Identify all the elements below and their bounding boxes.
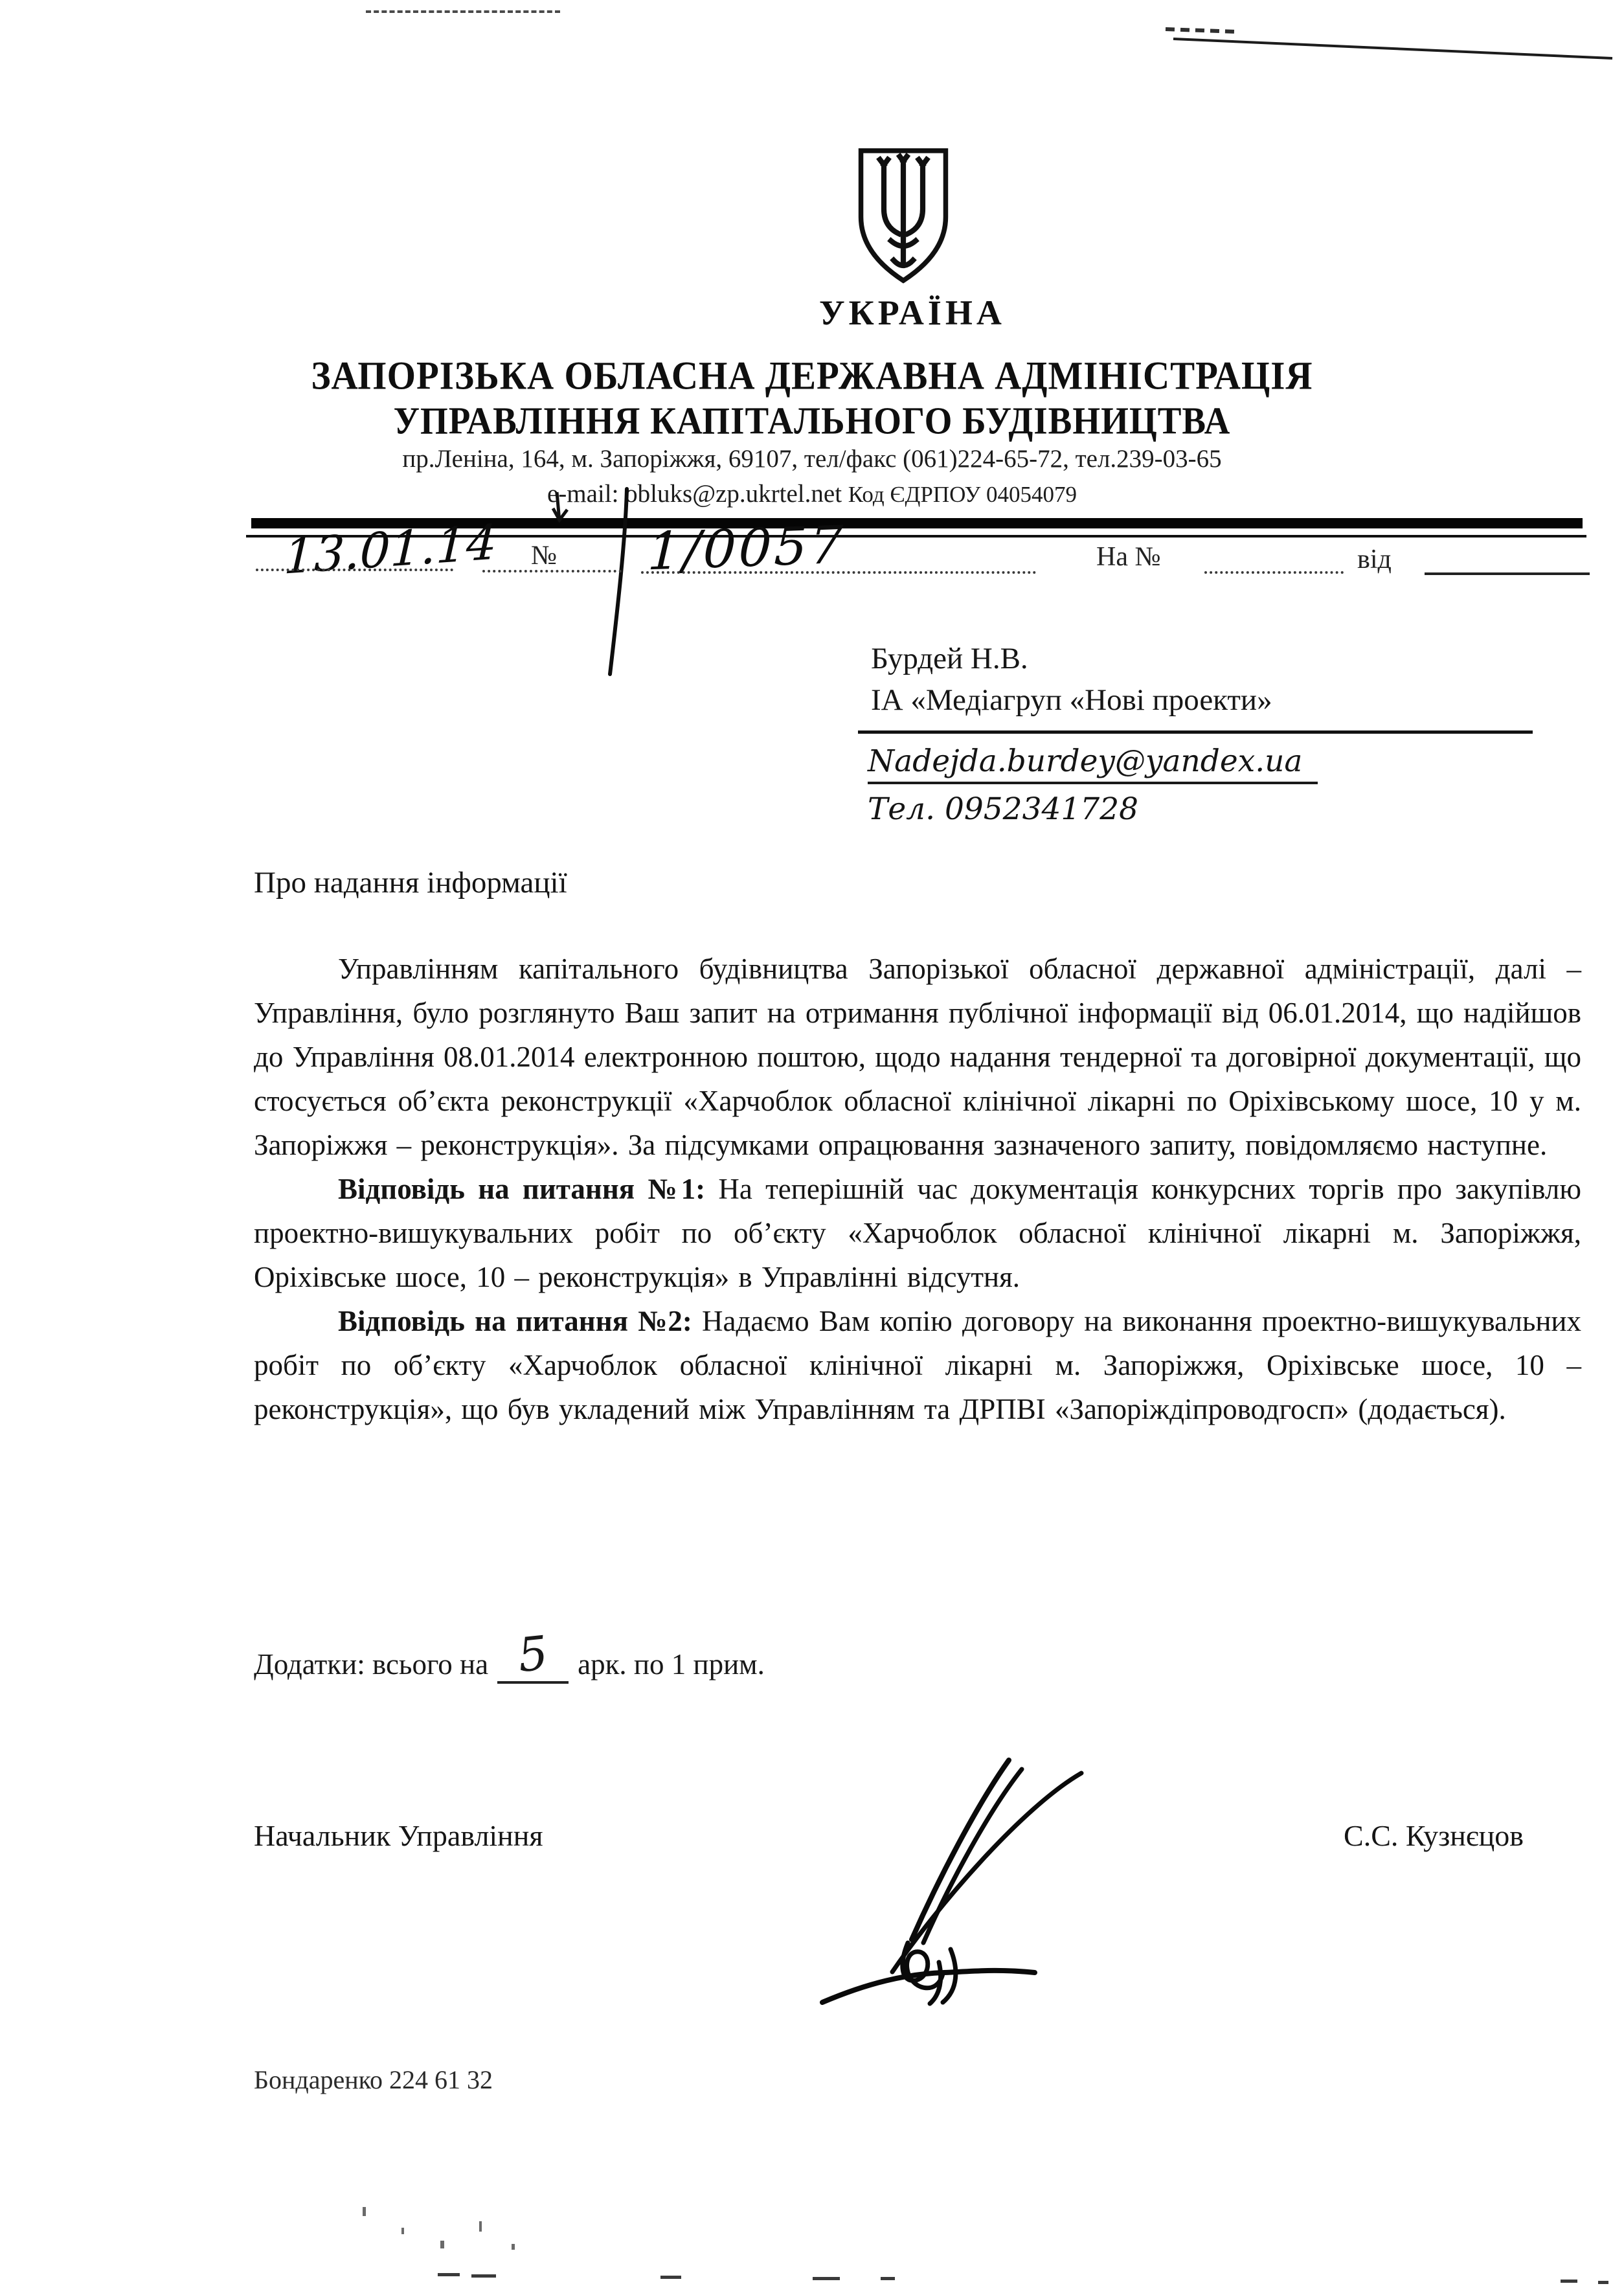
number-underline [641, 571, 1036, 574]
national-emblem [819, 145, 1006, 333]
number-underline-left [482, 570, 622, 572]
recipient-organization: ІА «Медіагруп «Нові проекти» [871, 683, 1272, 717]
body-answer-1 [254, 1167, 1581, 1299]
org-address: пр.Леніна, 164, м. Запоріжжя, 69107, тел/факс (061)224-65-72, тел.239-03-65 [402, 445, 1222, 473]
signer-position: Начальник Управління [254, 1819, 543, 1852]
date-underline [256, 569, 453, 571]
attachments-suffix: арк. по 1 прим. [578, 1648, 765, 1681]
attachments-prefix: Додатки: всього на [254, 1648, 489, 1681]
body-answer-2 [254, 1299, 1581, 1431]
pen-stroke-artifact [537, 482, 641, 683]
subject-line: Про надання інформації [254, 866, 567, 900]
letter-body [254, 947, 1581, 1431]
scan-dash [1598, 2281, 1608, 2284]
answer1-text: На теперішній час документація конкурсних торгів про закупівлю проектно-вишукувальних робіт по об’єкту «Харчоблок обласної клінічної лікарні м. Запоріжжя, Оріхівське шосе, 10 – реконструкція» в Управлінні відсутня. [254, 1173, 1581, 1293]
signature-scribble [745, 1748, 1185, 2008]
scan-speck [363, 2207, 366, 2216]
recipient-block [871, 638, 1272, 721]
incoming-number-underline [1204, 571, 1344, 574]
org-title-line2: УПРАВЛІННЯ КАПІТАЛЬНОГО БУДІВНИЦТВА [393, 399, 1231, 442]
scan-artifact-dashed-line [366, 10, 560, 13]
scan-dash [881, 2277, 895, 2280]
org-contact-line [0, 479, 1624, 508]
trident-shield-icon [855, 145, 952, 289]
answer2-label: Відповідь на питання №2: [338, 1305, 692, 1337]
attachments-sheets-blank [497, 1625, 569, 1684]
body-paragraph-1: Управлінням капітального будівництва Запорізької обласної державної адміністрації, далі – Управління, було розглянуто Ваш запит на отримання публічної інформації від 06.01.2014, що надійшов до Управління 08.01.2014 електронною поштою, щодо надання тендерної та договірної документації, що стосується об’єкта реконструкції «Харчоблок обласної клінічної лікарні по Оріхівському шосе, 10 у м. Запоріжжя – реконструкція». За підсумками опрацювання зазначеного запиту, повідомляємо наступне. [254, 953, 1581, 1161]
scan-dash [471, 2274, 496, 2278]
attachments-line [254, 1625, 765, 1684]
answer2-text: Надаємо Вам копію договору на виконання проектно-вишукувальних робіт по об’єкту «Харчоблок обласної клінічної лікарні м. Запоріжжя, Оріхівське шосе, 10 – реконструкція», що був укладений між Управлінням та ДРПВІ «Запоріждіпроводгосп» (додається). [254, 1305, 1582, 1425]
from-date-label: від [1357, 545, 1392, 574]
executor-contact: Бондаренко 224 61 32 [254, 2065, 493, 2094]
scan-speck [401, 2228, 404, 2234]
number-label: № [531, 541, 558, 571]
incoming-number-label: На № [1096, 542, 1161, 572]
signer-name: С.С. Кузнєцов [1344, 1819, 1524, 1852]
scan-dash [438, 2273, 460, 2276]
scan-dash [813, 2277, 840, 2280]
org-email: e-mail: obluks@zp.ukrtel.net [547, 480, 842, 508]
org-title-line1: ЗАПОРІЗЬКА ОБЛАСНА ДЕРЖАВНА АДМІНІСТРАЦІЯ [311, 354, 1313, 398]
org-edrpou: Код ЄДРПОУ 04054079 [848, 482, 1077, 507]
scan-dash [1561, 2280, 1577, 2283]
scan-speck [479, 2221, 482, 2232]
scan-speck [440, 2241, 444, 2248]
recipient-phone: Тел. 0952341728 [868, 791, 1138, 827]
recipient-name: Бурдей Н.В. [871, 642, 1028, 675]
recipient-strike-line [858, 730, 1533, 734]
scan-artifact-top-right-line [1159, 23, 1624, 68]
from-date-underline [1425, 572, 1590, 575]
scan-speck [512, 2244, 515, 2250]
handwritten-sheet-count: 5 [515, 1625, 551, 1683]
country-label: УКРАЇНА [819, 293, 1006, 332]
scan-dash [660, 2276, 681, 2279]
handwritten-outgoing-number: 1/0057 [646, 514, 846, 582]
handwritten-date: 13.01.14 [282, 514, 498, 585]
recipient-email: Nadejda.burdey@yandex.ua [868, 743, 1318, 784]
answer1-label: Відповідь на питання №1: [338, 1173, 706, 1205]
